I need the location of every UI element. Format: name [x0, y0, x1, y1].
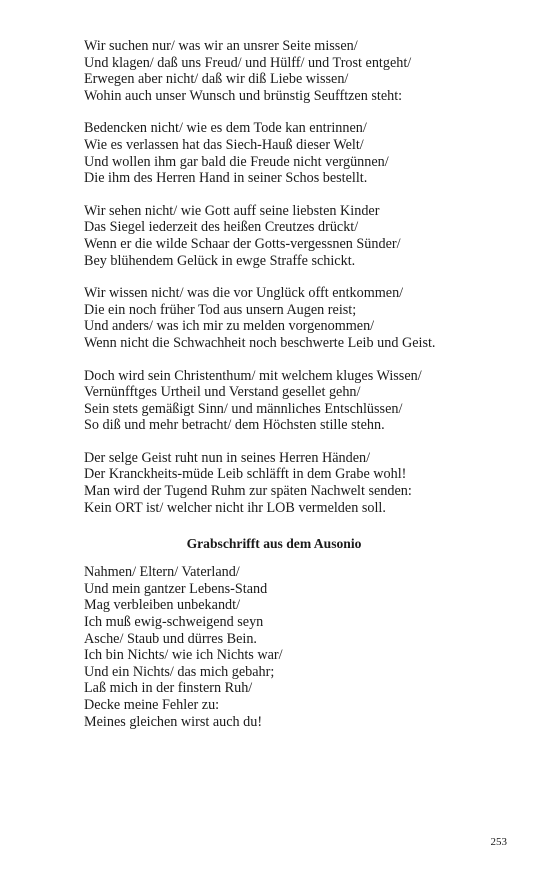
verse-line: So diß und mehr betracht/ dem Höchsten stille stehn.	[84, 417, 385, 434]
stanza-3	[84, 203, 514, 269]
verse-line: Vernünfftges Urtheil und Verstand gesellet gehn/	[84, 384, 361, 401]
verse-line: Wir suchen nur/ was wir an unsrer Seite missen/	[84, 38, 358, 54]
verse-line: Laß mich in der finstern Ruh/	[84, 680, 253, 697]
verse-line: Die ein noch früher Tod aus unsern Augen reist;	[84, 301, 357, 318]
verse-line: Und wollen ihm gar bald die Freude nicht vergünnen/	[84, 153, 389, 170]
stanza-5	[84, 368, 514, 434]
verse-line: Und ein Nichts/ das mich gebahr;	[84, 663, 275, 680]
verse-line: Und mein gantzer Lebens-Stand	[84, 580, 268, 597]
verse-line: Nahmen/ Eltern/ Vaterland/	[84, 564, 240, 581]
verse-line: Wir wissen nicht/ was die vor Unglück offt entkommen/	[84, 285, 404, 302]
verse-line: Wenn er die wilde Schaar der Gotts-vergessnen Sünder/	[84, 235, 401, 252]
verse-line: Und anders/ was ich mir zu melden vorgenommen/	[84, 318, 375, 335]
verse-line: Asche/ Staub und dürres Bein.	[84, 630, 257, 647]
verse-line: Die ihm des Herren Hand in seiner Schos bestellt.	[84, 170, 368, 187]
verse-line: Bey blühendem Gelück in ewge Straffe schickt.	[84, 252, 356, 269]
verse-line: Wenn nicht die Schwachheit noch beschwerte Leib und Geist.	[84, 334, 436, 351]
epitaph-verses	[84, 564, 514, 730]
stanza-6	[84, 450, 514, 516]
verse-line: Bedencken nicht/ wie es dem Tode kan entrinnen/	[84, 120, 367, 137]
verse-line: Das Siegel iederzeit des heißen Creutzes drückt/	[84, 219, 359, 236]
verse-line: Wohin auch unser Wunsch und brünstig Seufftzen steht:	[84, 87, 403, 104]
verse-line: Man wird der Tugend Ruhm zur späten Nachwelt senden:	[84, 483, 412, 500]
verse-line: Ich bin Nichts/ wie ich Nichts war/	[84, 647, 283, 664]
verse-line: Mag verbleiben unbekandt/	[84, 597, 241, 614]
verse-line: Meines gleichen wirst auch du!	[84, 713, 263, 730]
verse-line: Und klagen/ daß uns Freud/ und Hülff/ und Trost entgeht/	[84, 54, 412, 71]
page-number: 253	[490, 836, 507, 848]
verse-line: Wie es verlassen hat das Siech-Hauß dieser Welt/	[84, 136, 364, 153]
stanza-4	[84, 285, 514, 351]
verse-line: Decke meine Fehler zu:	[84, 697, 220, 713]
stanza-2	[84, 120, 514, 186]
poem-page	[84, 38, 514, 746]
verse-line: Doch wird sein Christenthum/ mit welchem kluges Wissen/	[84, 367, 422, 384]
verse-line: Wir sehen nicht/ wie Gott auff seine liebsten Kinder	[84, 202, 380, 219]
verse-line: Kein ORT ist/ welcher nicht ihr LOB vermelden soll.	[84, 499, 386, 516]
verse-line: Der selge Geist ruht nun in seines Herren Händen/	[84, 449, 371, 466]
stanza-1	[84, 38, 514, 104]
verse-line: Sein stets gemäßigt Sinn/ und männliches Entschlüssen/	[84, 400, 403, 417]
verse-line: Der Kranckheits-müde Leib schläfft in dem Grabe wohl!	[84, 466, 407, 483]
verse-line: Erwegen aber nicht/ daß wir diß Liebe wissen/	[84, 71, 349, 88]
epitaph-heading: Grabschrifft aus dem Ausonio	[186, 536, 362, 552]
verse-line: Ich muß ewig-schweigend seyn	[84, 614, 264, 631]
